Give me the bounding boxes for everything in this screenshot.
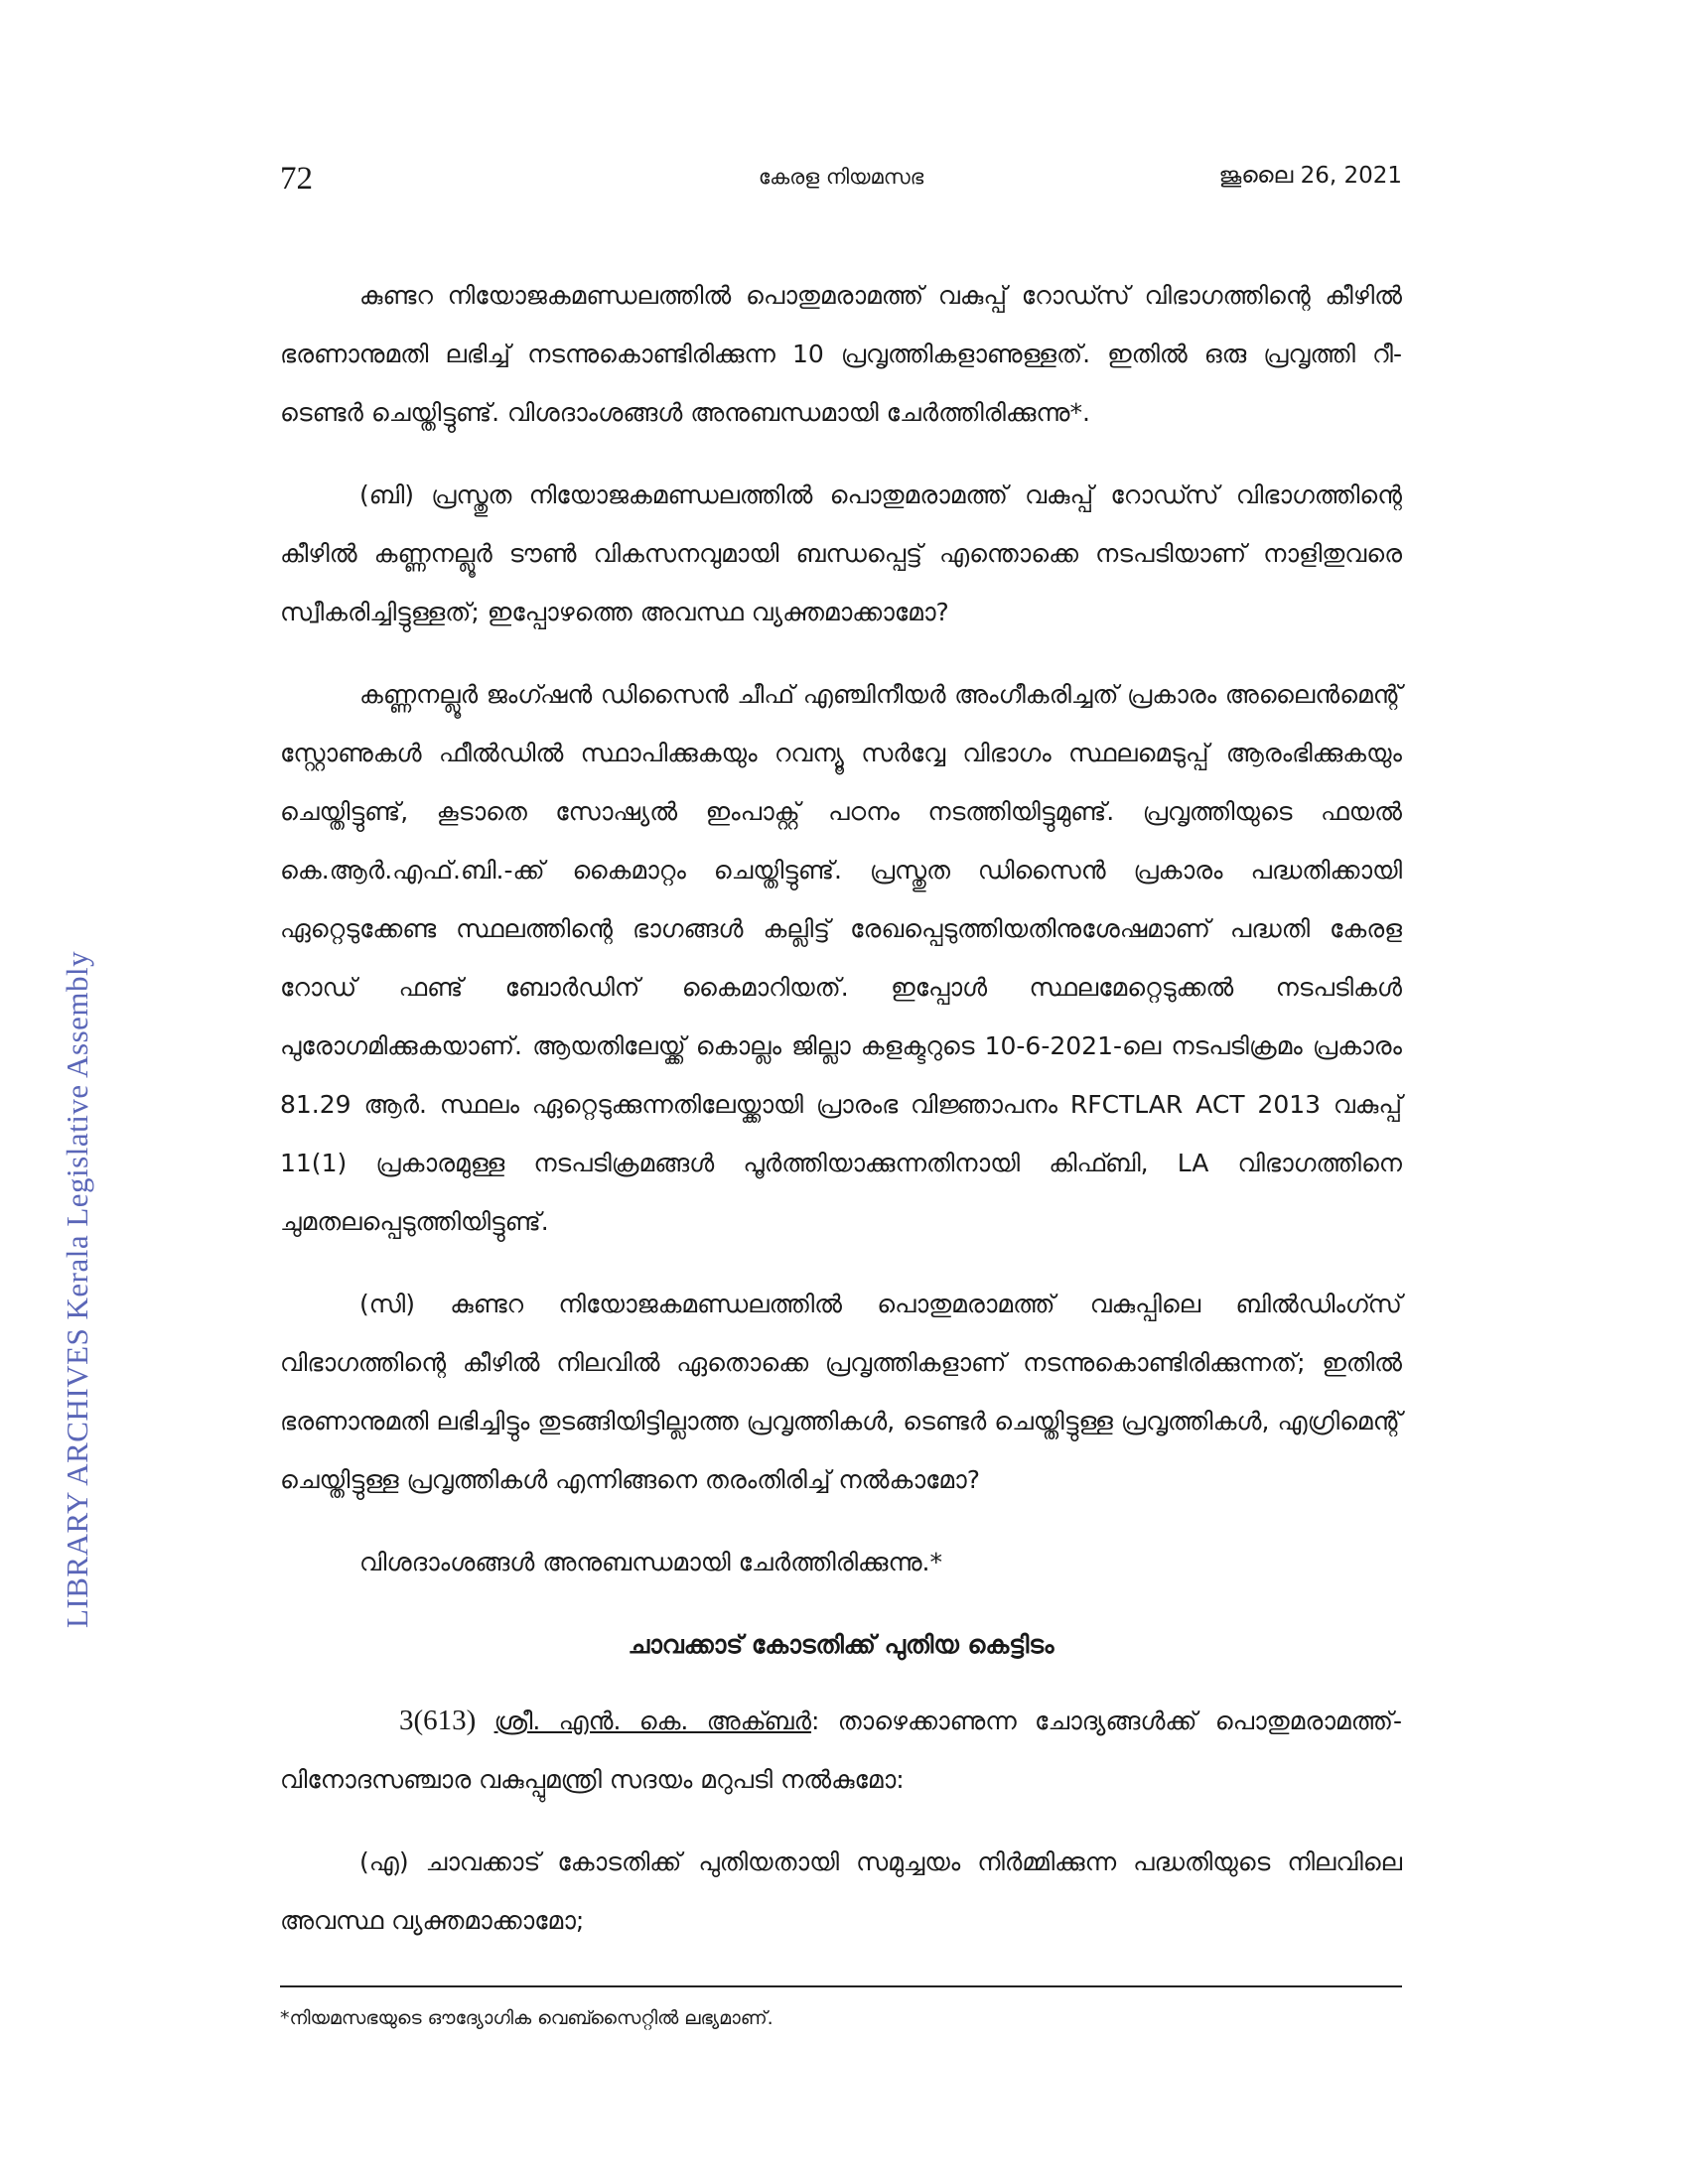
section-heading: ചാവക്കാട് കോടതിക്ക് പുതിയ കെട്ടിടം: [628, 1630, 1055, 1659]
footnote-rule: [280, 1985, 1402, 1987]
answer-paragraph-c: വിശദാംശങ്ങൾ അനുബന്ധമായി ചേർത്തിരിക്കുന്നു.*: [359, 1548, 942, 1576]
question-intro: [280, 1692, 1402, 1809]
page-body: [280, 266, 1402, 1974]
sub-question-a: (എ) ചാവക്കാട് കോടതിക്ക് പുതിയതായി സമുച്ചയം നിർമ്മിക്കുന്ന പദ്ധതിയുടെ നിലവിലെ അവസ്ഥ വ്യക്തമാക്കാമോ;: [280, 1847, 1402, 1935]
running-date: ജൂലൈ 26, 2021: [1218, 163, 1402, 189]
page-header: [280, 161, 1402, 201]
question-number: 3(613): [399, 1705, 477, 1736]
archive-watermark: LIBRARY ARCHIVES Kerala Legislative Assembly: [60, 950, 94, 1628]
member-name: ശ്രീ. എൻ. കെ. അക്ബർ: [493, 1706, 812, 1735]
sub-question-b: (ബി) പ്രസ്തുത നിയോജകമണ്ഡലത്തിൽ പൊതുമരാമത്ത് വകുപ്പ് റോഡ്സ് വിഭാഗത്തിന്റെ കീഴിൽ കണ്ണനല്ലൂർ ടൗൺ വികസനവുമായി ബന്ധപ്പെട്ട് എന്തൊക്കെ നടപടിയാണ് നാളിതുവരെ സ്വീകരിച്ചിട്ടുള്ളത്; ഇപ്പോഴത്തെ അവസ്ഥ വ്യക്തമാക്കാമോ?: [280, 480, 1402, 626]
page-number: 72: [280, 161, 313, 197]
answer-paragraph-a: കുണ്ടറ നിയോജകമണ്ഡലത്തിൽ പൊതുമരാമത്ത് വകുപ്പ് റോഡ്സ് വിഭാഗത്തിന്റെ കീഴിൽ ഭരണാനുമതി ലഭിച്ച് നടന്നുകൊണ്ടിരിക്കുന്ന 10 പ്രവൃത്തികളാണുള്ളത്. ഇതിൽ ഒരു പ്രവൃത്തി റീ-ടെണ്ടർ ചെയ്തിട്ടുണ്ട്. വിശദാംശങ്ങൾ അനുബന്ധമായി ചേർത്തിരിക്കുന്നു*.: [280, 281, 1402, 427]
sub-question-c: (സി) കുണ്ടറ നിയോജകമണ്ഡലത്തിൽ പൊതുമരാമത്ത് വകുപ്പിലെ ബിൽഡിംഗ്സ് വിഭാഗത്തിന്റെ കീഴിൽ നിലവിൽ ഏതൊക്കെ പ്രവൃത്തികളാണ് നടന്നുകൊണ്ടിരിക്കുന്നത്; ഇതിൽ ഭരണാനുമതി ലഭിച്ചിട്ടും തുടങ്ങിയിട്ടില്ലാത്ത പ്രവൃത്തികൾ, ടെണ്ടർ ചെയ്തിട്ടുള്ള പ്രവൃത്തികൾ, എഗ്രിമെന്റ് ചെയ്തിട്ടുള്ള പ്രവൃത്തികൾ എന്നിങ്ങനെ തരംതിരിച്ച് നൽകാമോ?: [280, 1290, 1402, 1494]
question-text: : താഴെക്കാണുന്ന ചോദ്യങ്ങൾക്ക് പൊതുമരാമത്ത്-വിനോദസഞ്ചാര വകുപ്പുമന്ത്രി സദയം മറുപടി നൽകുമോ:: [280, 1706, 1402, 1794]
footnote: *നിയമസഭയുടെ ഔദ്യോഗിക വെബ്സൈറ്റിൽ ലഭ്യമാണ്.: [280, 2007, 774, 2029]
running-title: കേരള നിയമസഭ: [758, 165, 924, 189]
answer-paragraph-b: കണ്ണനല്ലൂർ ജംഗ്ഷൻ ഡിസൈൻ ചീഫ് എഞ്ചിനീയർ അംഗീകരിച്ചത് പ്രകാരം അലൈൻമെന്റ് സ്റ്റോണുകൾ ഫീൽഡിൽ സ്ഥാപിക്കുകയും റവന്യൂ സർവ്വേ വിഭാഗം സ്ഥലമെടുപ്പ് ആരംഭിക്കുകയും ചെയ്തിട്ടുണ്ട്, കൂടാതെ സോഷ്യൽ ഇംപാക്റ്റ് പഠനം നടത്തിയിട്ടുമുണ്ട്. പ്രവൃത്തിയുടെ ഫയൽ കെ.ആർ.എഫ്.ബി.-ക്ക് കൈമാറ്റം ചെയ്തിട്ടുണ്ട്. പ്രസ്തുത ഡിസൈൻ പ്രകാരം പദ്ധതിക്കായി ഏറ്റെടുക്കേണ്ട സ്ഥലത്തിന്റെ ഭാഗങ്ങൾ കല്ലിട്ട് രേഖപ്പെടുത്തിയതിനുശേഷമാണ് പദ്ധതി കേരള റോഡ് ഫണ്ട് ബോർഡിന് കൈമാറിയത്. ഇപ്പോൾ സ്ഥലമേറ്റെടുക്കൽ നടപടികൾ പുരോഗമിക്കുകയാണ്. ആയതിലേയ്ക്ക് കൊല്ലം ജില്ലാ കളക്ടറുടെ 10-6-2021-ലെ നടപടിക്രമം പ്രകാരം 81.29 ആർ. സ്ഥലം ഏറ്റെടുക്കുന്നതിലേയ്ക്കായി പ്രാരംഭ വിജ്ഞാപനം RFCTLAR ACT 2013 വകുപ്പ് 11(1) പ്രകാരമുള്ള നടപടിക്രമങ്ങൾ പൂർത്തിയാക്കുന്നതിനായി കിഫ്ബി, LA വിഭാഗത്തിനെ ചുമതലപ്പെടുത്തിയിട്ടുണ്ട്.: [280, 680, 1402, 1236]
